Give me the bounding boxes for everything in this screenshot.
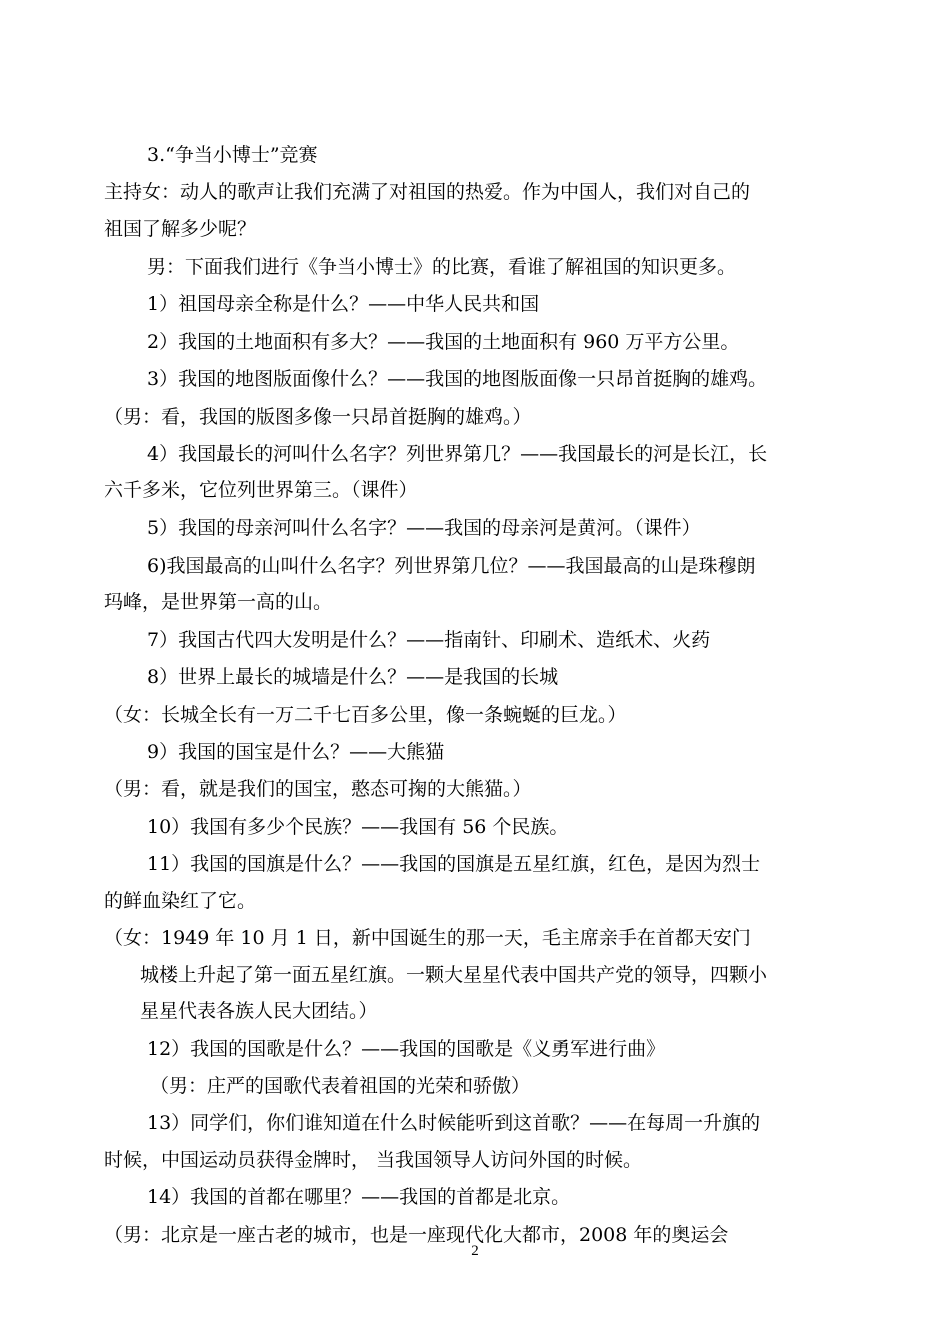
paragraph-line: （女：长城全长有一万二千七百多公里，像一条蜿蜒的巨龙。） (104, 704, 627, 726)
paragraph-line: 5）我国的母亲河叫什么名字？——我国的母亲河是黄河。（课件） (147, 517, 701, 539)
paragraph-line: 14）我国的首都在哪里？——我国的首都是北京。 (147, 1186, 571, 1208)
paragraph-line: （男：看，就是我们的国宝，憨态可掬的大熊猫。） (104, 778, 532, 800)
paragraph-line: 7）我国古代四大发明是什么？——指南针、印刷术、造纸术、火药 (147, 629, 711, 651)
paragraph-line: 13）同学们，你们谁知道在什么时候能听到这首歌？——在每周一升旗的 (147, 1112, 761, 1134)
paragraph-line: 3）我国的地图版面像什么？——我国的地图版面像一只昂首挺胸的雄鸡。 (147, 368, 768, 390)
paragraph-line: （男：北京是一座古老的城市，也是一座现代化大都市，2008 年的奥运会 (104, 1224, 729, 1246)
paragraph-line: 9）我国的国宝是什么？——大熊猫 (147, 741, 445, 763)
paragraph-line: 12）我国的国歌是什么？——我国的国歌是《义勇军进行曲》 (147, 1038, 666, 1060)
paragraph-line: 六千多米，它位列世界第三。（课件） (104, 479, 418, 501)
paragraph-line: 祖国了解多少呢？ (104, 218, 257, 240)
paragraph-line: 10）我国有多少个民族？——我国有 56 个民族。 (147, 816, 569, 838)
paragraph-line: 4）我国最长的河叫什么名字？列世界第几？——我国最长的河是长江，长 (147, 443, 768, 465)
paragraph-line: 玛峰，是世界第一高的山。 (104, 591, 333, 613)
paragraph-line: 1）祖国母亲全称是什么？——中华人民共和国 (147, 293, 540, 315)
paragraph-line: 主持女：动人的歌声让我们充满了对祖国的热爱。作为中国人，我们对自己的 (104, 181, 751, 203)
paragraph-line: （男：庄严的国歌代表着祖国的光荣和骄傲） (150, 1075, 531, 1097)
section-heading: 3.“争当小博士”竞赛 (147, 144, 318, 166)
paragraph-line: 男：下面我们进行《争当小博士》的比赛，看谁了解祖国的知识更多。 (147, 256, 737, 278)
paragraph-line: 星星代表各族人民大团结。） (140, 1000, 378, 1022)
paragraph-line: 时候，中国运动员获得金牌时， 当我国领导人访问外国的时候。 (104, 1149, 643, 1171)
paragraph-line: （男：看，我国的版图多像一只昂首挺胸的雄鸡。） (104, 406, 532, 428)
paragraph-line: 2）我国的土地面积有多大？——我国的土地面积有 960 万平方公里。 (147, 331, 740, 353)
page-number: 2 (471, 1243, 479, 1259)
paragraph-line: 城楼上升起了第一面五星红旗。一颗大星星代表中国共产党的领导，四颗小 (140, 964, 768, 986)
paragraph-line: 的鲜血染红了它。 (104, 890, 257, 912)
paragraph-line: （女：1949 年 10 月 1 日，新中国诞生的那一天，毛主席亲手在首都天安门 (104, 927, 751, 949)
paragraph-line: 6)我国最高的山叫什么名字？列世界第几位？——我国最高的山是珠穆朗 (147, 555, 756, 577)
paragraph-line: 11）我国的国旗是什么？——我国的国旗是五星红旗，红色，是因为烈士 (147, 853, 761, 875)
paragraph-line: 8）世界上最长的城墙是什么？——是我国的长城 (147, 666, 559, 688)
